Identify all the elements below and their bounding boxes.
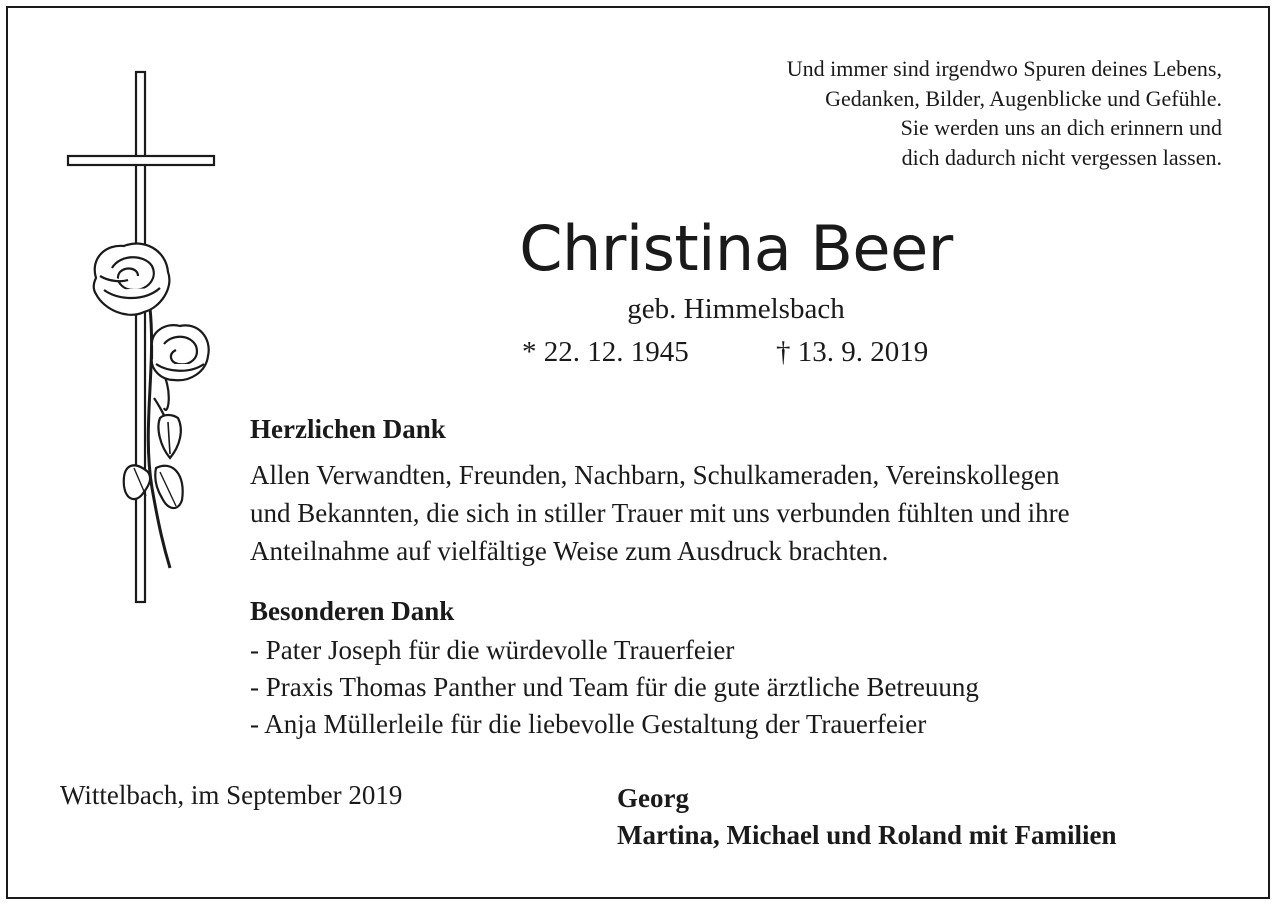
- signatory: Georg: [617, 783, 689, 813]
- special-thanks-heading: Besonderen Dank: [250, 596, 455, 626]
- poem-line: dich dadurch nicht vergessen lassen.: [901, 144, 1222, 170]
- thanks-line: Allen Verwandten, Freunden, Nachbarn, Schulkameraden, Vereinskollegen: [250, 460, 1060, 490]
- death-date: † 13. 9. 2019: [776, 336, 929, 368]
- birth-date: * 22. 12. 1945: [522, 336, 689, 368]
- cross-with-roses-icon: [64, 68, 224, 608]
- maiden-name: geb. Himmelsbach: [627, 293, 845, 325]
- poem: [787, 54, 1222, 172]
- signatories: [617, 780, 1117, 854]
- poem-line: Sie werden uns an dich erinnern und: [900, 115, 1222, 140]
- list-item: - Pater Joseph für die würdevolle Trauerfeier: [250, 635, 735, 665]
- list-item: - Praxis Thomas Panther und Team für die gute ärztliche Betreuung: [250, 672, 979, 702]
- thanks-line: und Bekannten, die sich in stiller Trauer mit uns verbunden fühlten und ihre: [250, 498, 1070, 528]
- poem-line: Gedanken, Bilder, Augenblicke und Gefühle.: [825, 85, 1222, 111]
- thanks-line: Anteilnahme auf vielfältige Weise zum Ausdruck brachten.: [250, 536, 889, 566]
- signatory: Martina, Michael und Roland mit Familien: [617, 820, 1117, 850]
- list-item: - Anja Müllerleile für die liebevolle Gestaltung der Trauerfeier: [250, 709, 927, 739]
- place-date: Wittelbach, im September 2019: [60, 780, 403, 810]
- deceased-name: Christina Beer: [519, 212, 953, 285]
- special-thanks-list: [250, 632, 979, 743]
- thanks-text: [250, 456, 1070, 570]
- thanks-heading: Herzlichen Dank: [250, 414, 446, 444]
- poem-line: Und immer sind irgendwo Spuren deines Lebens,: [786, 56, 1222, 81]
